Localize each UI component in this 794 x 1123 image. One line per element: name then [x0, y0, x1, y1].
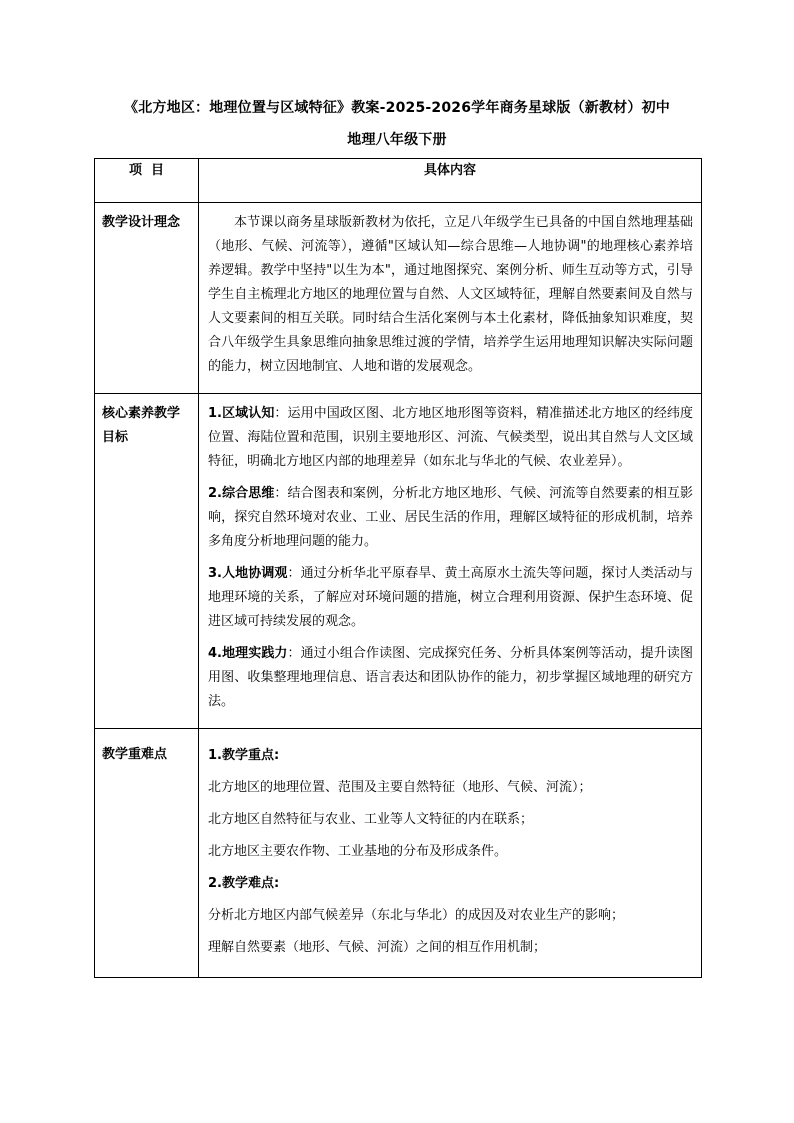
document-title — [60, 92, 734, 156]
focus-item: 北方地区的地理位置、范围及主要自然特征（地形、气候、河流）； — [208, 780, 592, 795]
difficulty-item: 理解自然要素（地形、气候、河流）之间的相互作用机制； — [208, 940, 547, 955]
focus-heading: 1.教学重点: — [208, 748, 280, 763]
difficulty-heading: 2.教学难点: — [208, 876, 280, 891]
design-row — [95, 203, 702, 394]
goal-heading: 2.综合思维 — [208, 486, 275, 501]
focus-item: 北方地区自然特征与农业、工业等人文特征的内在联系； — [208, 812, 534, 827]
header-item-cell: 项 目 — [95, 159, 199, 203]
title-line-1: 《北方地区：地理位置与区域特征》教案-2025-2026学年商务星球版（新教材）初中 — [124, 100, 670, 116]
goals-row — [95, 394, 702, 729]
goal-item — [208, 562, 693, 634]
title-line-2: 地理八年级下册 — [347, 132, 447, 148]
goals-content — [199, 394, 702, 729]
goals-label: 核心素养教学目标 — [95, 394, 199, 729]
goal-heading: 4.地理实践力 — [208, 646, 288, 661]
design-paragraph: 本节课以商务星球版新教材为依托，立足八年级学生已具备的中国自然地理基础（地形、气候、河流等），遵循"区域认知—综合思维—人地协调"的地理核心素养培养逻辑。教学中坚持"以生为本"，通过地图探究、案例分析、师生互动等方式，引导学生自主梳理北方地区的地理位置与自然、人文区域特征，理解自然要素间及自然与人文要素间的相互关联。同时结合生活化案例与本土化素材，降低抽象知识难度，契合八年级学生具象思维向抽象思维过渡的学情，培养学生运用地理知识解决实际问题的能力，树立因地制宜、人地和谐的发展观念。 — [208, 215, 693, 374]
key-points-row — [95, 729, 702, 978]
goal-text: ：运用中国政区图、北方地区地形图等资料，精准描述北方地区的经纬度位置、海陆位置和范围，识别主要地形区、河流、气候类型，说出其自然与人文区域特征，明确北方地区内部的地理差异（如东北与华北的气候、农业差异）。 — [208, 406, 693, 469]
focus-item: 北方地区主要农作物、工业基地的分布及形成条件。 — [208, 844, 508, 859]
header-content-cell: 具体内容 — [199, 159, 702, 203]
design-label: 教学设计理念 — [95, 203, 199, 394]
design-content — [199, 203, 702, 394]
goal-text: ：通过分析华北平原春旱、黄土高原水土流失等问题，探讨人类活动与地理环境的关系，了解应对环境问题的措施，树立合理利用资源、保护生态环境、促进区域可持续发展的观念。 — [208, 566, 693, 629]
goal-text: ：结合图表和案例，分析北方地区地形、气候、河流等自然要素的相互影响，探究自然环境对农业、工业、居民生活的作用，理解区域特征的形成机制，培养多角度分析地理问题的能力。 — [208, 486, 693, 549]
lesson-plan-table — [94, 158, 702, 978]
goal-text: ：通过小组合作读图、完成探究任务、分析具体案例等活动，提升读图用图、收集整理地理信息、语言表达和团队协作的能力，初步掌握区域地理的研究方法。 — [208, 646, 693, 709]
goal-item — [208, 642, 693, 714]
goal-item — [208, 402, 693, 474]
difficulty-item: 分析北方地区内部气候差异（东北与华北）的成因及对农业生产的影响； — [208, 908, 625, 923]
key-points-content — [199, 729, 702, 978]
goal-heading: 1.区域认知 — [208, 406, 275, 421]
table-header-row — [95, 159, 702, 203]
goal-heading: 3.人地协调观 — [208, 566, 288, 581]
goal-item — [208, 482, 693, 554]
key-points-label: 教学重难点 — [95, 729, 199, 978]
